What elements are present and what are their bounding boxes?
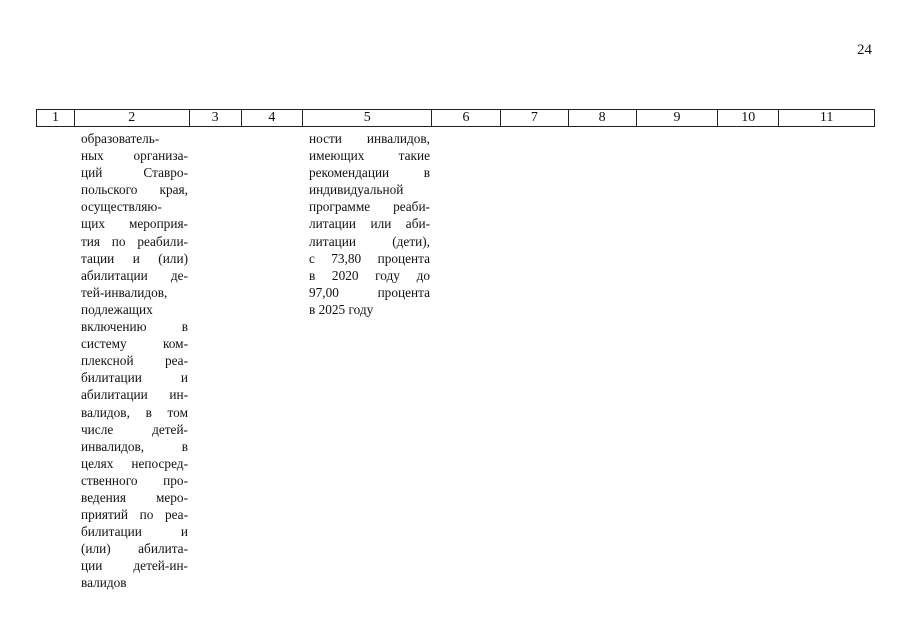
text-line: тей-инвалидов, — [81, 284, 168, 300]
text-line: литации или аби- — [309, 216, 430, 232]
text-line: тации и (или) — [81, 250, 188, 266]
text-line: в 2020 году до — [309, 267, 430, 283]
text-line: (или) абилита- — [81, 541, 188, 557]
text-line: абилитации де- — [81, 267, 188, 283]
text-line: инвалидов, в — [81, 438, 188, 454]
text-line: ных организа- — [81, 148, 188, 164]
text-line: 97,00 процента — [309, 284, 430, 300]
text-line: включению в — [81, 319, 188, 335]
text-line: систему ком- — [81, 336, 188, 352]
text-line: ведения меро- — [81, 489, 188, 505]
header-cell-1: 1 — [37, 110, 75, 126]
text-line: с 73,80 процента — [309, 250, 430, 266]
page-number: 24 — [857, 42, 872, 58]
text-line: программе реаби- — [309, 199, 430, 215]
header-cell-3: 3 — [190, 110, 242, 126]
text-line: абилитации ин- — [81, 387, 188, 403]
text-line: ности инвалидов, — [309, 131, 430, 146]
text-line: подлежащих — [81, 301, 153, 317]
text-line: билитации и — [81, 370, 188, 386]
text-line: целях непосред- — [81, 455, 188, 471]
text-line: валидов — [81, 575, 127, 591]
column-5-text — [309, 130, 430, 318]
header-cell-7: 7 — [501, 110, 569, 126]
text-line: индивидуальной — [309, 182, 404, 198]
header-cell-8: 8 — [569, 110, 637, 126]
text-line: ции детей-ин- — [81, 558, 188, 574]
text-line: литации (дети), — [309, 233, 430, 249]
text-line: в 2025 году — [309, 301, 374, 317]
header-cell-11: 11 — [819, 110, 834, 125]
header-cell-5: 5 — [303, 110, 432, 126]
header-cell-10: 10 — [718, 110, 779, 126]
text-line: польского края, — [81, 182, 188, 198]
text-line: ственного про- — [81, 472, 188, 488]
header-cell-9: 9 — [637, 110, 719, 126]
header-cell-6: 6 — [432, 110, 501, 126]
table-header-row — [36, 109, 875, 127]
text-line: ций Ставро- — [81, 165, 188, 181]
text-line: щих мероприя- — [81, 216, 188, 232]
text-line: билитации и — [81, 524, 188, 540]
text-line: валидов, в том — [81, 404, 188, 420]
column-2-text — [81, 130, 188, 592]
text-line: плексной реа- — [81, 353, 188, 369]
text-line: имеющих такие — [309, 148, 430, 164]
header-cell-4: 4 — [242, 110, 304, 126]
text-line: рекомендации в — [309, 165, 430, 181]
text-line: осуществляю- — [81, 199, 162, 215]
text-line: образователь- — [81, 131, 160, 146]
text-line: тия по реабили- — [81, 233, 188, 249]
text-line: приятий по реа- — [81, 507, 188, 523]
header-cell-2: 2 — [75, 110, 190, 126]
text-line: числе детей- — [81, 421, 188, 437]
